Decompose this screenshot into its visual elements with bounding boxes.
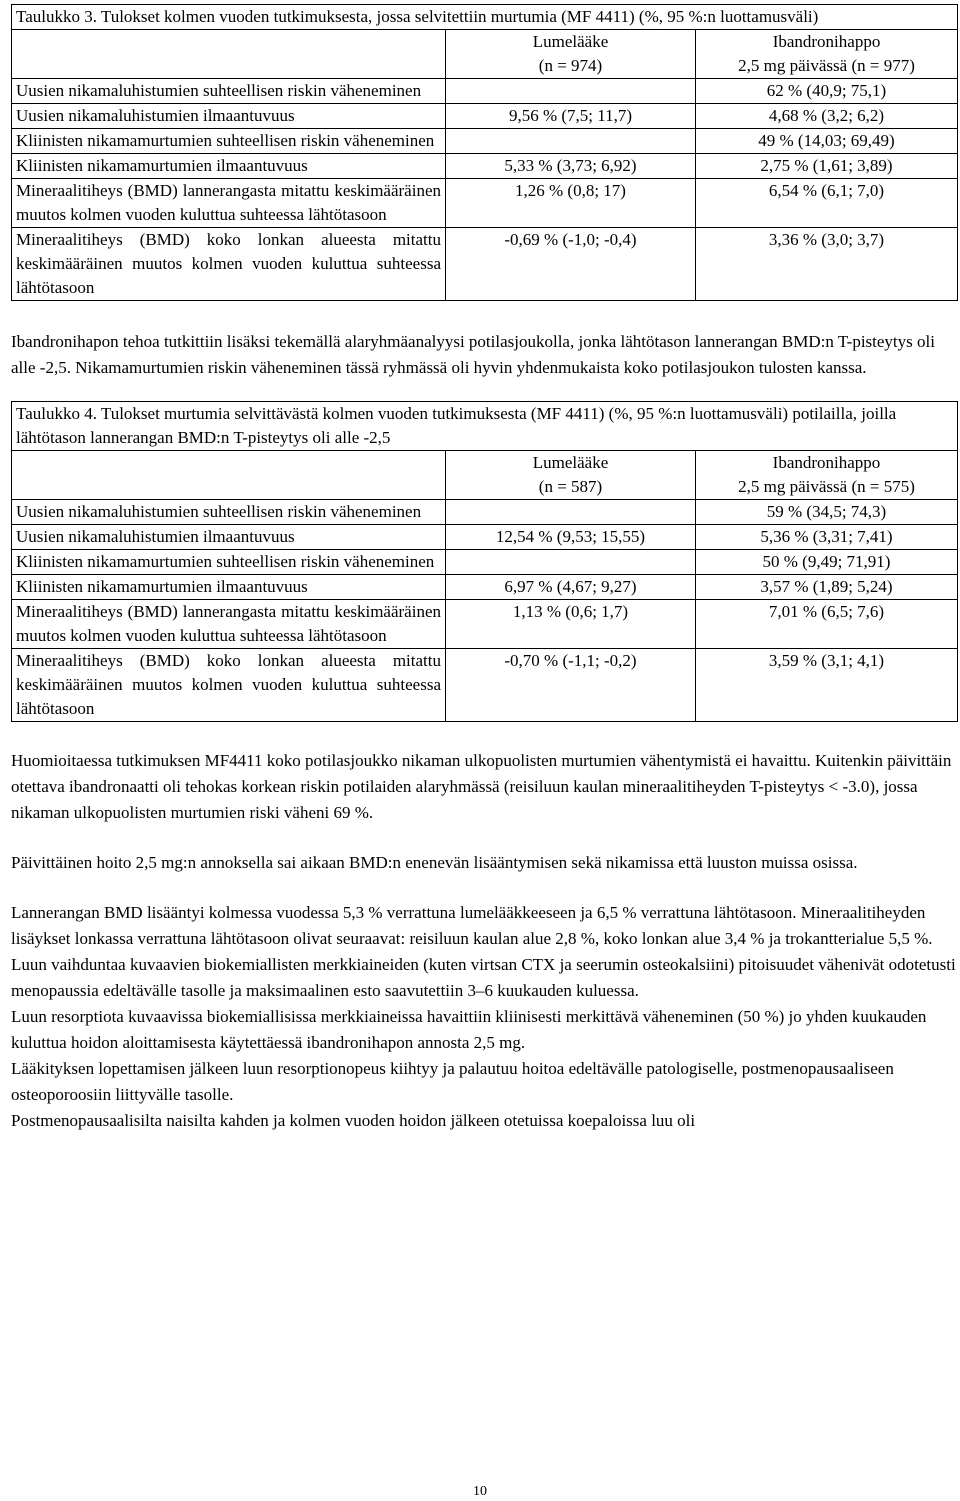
table-row: Kliinisten nikamamurtumien ilmaantuvuus 6,97 % (4,67; 9,27) 3,57 % (1,89; 5,24) — [12, 575, 958, 600]
document-page — [11, 0, 957, 1134]
table-row: Uusien nikamaluhistumien ilmaantuvuus 12,54 % (9,53; 15,55) 5,36 % (3,31; 7,41) — [12, 525, 958, 550]
paragraph-biopsies: Postmenopausaalisilta naisilta kahden ja kolmen vuoden hoidon jälkeen otetuissa koepaloissa luu oli — [11, 1111, 696, 1130]
paragraph-markers: Luun vaihduntaa kuvaavien biokemiallisten merkkiaineiden (kuten virtsan CTX ja seerumin osteokalsiini) pitoisuudet vähenivät odotetusti menopaussia edeltävälle tasolle ja maksimaalinen esto saavutettiin 3–6 kuukauden kuluessa. — [11, 955, 956, 1000]
table-row: Mineraalitiheys (BMD) koko lonkan alueesta mitattu keskimääräinen muutos kolmen vuoden kuluttua suhteessa lähtötasoon -0,69 % (-1,0; -0,4) 3,36 % (3,0; 3,7) — [12, 228, 958, 301]
table-row: Kliinisten nikamamurtumien suhteellisen riskin väheneminen 49 % (14,03; 69,49) — [12, 129, 958, 154]
table-header-placebo: Lumelääke (n = 974) — [446, 30, 696, 79]
table-row: Kliinisten nikamamurtumien suhteellisen riskin väheneminen 50 % (9,49; 71,91) — [12, 550, 958, 575]
table-row: Mineraalitiheys (BMD) lannerangasta mitattu keskimääräinen muutos kolmen vuoden kuluttua suhteessa lähtötasoon 1,26 % (0,8; 17) 6,54 % (6,1; 7,0) — [12, 179, 958, 228]
table-header-empty — [12, 451, 446, 500]
table-row: Uusien nikamaluhistumien suhteellisen riskin väheneminen 59 % (34,5; 74,3) — [12, 500, 958, 525]
table-row: Uusien nikamaluhistumien ilmaantuvuus 9,56 % (7,5; 11,7) 4,68 % (3,2; 6,2) — [12, 104, 958, 129]
table-header-ibandronate: Ibandronihappo 2,5 mg päivässä (n = 977) — [696, 30, 958, 79]
table-row: Mineraalitiheys (BMD) lannerangasta mitattu keskimääräinen muutos kolmen vuoden kuluttua suhteessa lähtötasoon 1,13 % (0,6; 1,7) 7,01 % (6,5; 7,6) — [12, 600, 958, 649]
table-row: Uusien nikamaluhistumien suhteellisen riskin väheneminen 62 % (40,9; 75,1) — [12, 79, 958, 104]
results-table-4 — [11, 401, 958, 722]
table-header-empty — [12, 30, 446, 79]
table-row: Mineraalitiheys (BMD) koko lonkan alueesta mitattu keskimääräinen muutos kolmen vuoden kuluttua suhteessa lähtötasoon -0,70 % (-1,1; -0,2) 3,59 % (3,1; 4,1) — [12, 649, 958, 722]
table-header-ibandronate: Ibandronihappo 2,5 mg päivässä (n = 575) — [696, 451, 958, 500]
paragraph-resorption: Luun resorptiota kuvaavissa biokemiallisissa merkkiaineissa havaittiin kliinisesti merkittävä väheneminen (50 %) jo yhden kuukauden kuluttua hoidon aloittamisesta käytettäessä ibandronihapon annosta 2,5 mg. — [11, 1007, 927, 1052]
paragraph-lumbar-bmd: Lannerangan BMD lisääntyi kolmessa vuodessa 5,3 % verrattuna lumelääkkeeseen ja 6,5 % verrattuna lähtötasoon. Mineraalitiheyden lisäykset lonkassa verrattuna lähtötasoon olivat seuraavat: reisiluun kaulan alue 2,8 %, koko lonkan alue 3,4 % ja trokantterialue 5,5 %. — [11, 903, 933, 948]
paragraph-nonvertebral: Huomioitaessa tutkimuksen MF4411 koko potilasjoukko nikaman ulkopuolisten murtumien vähentymistä ei havaittu. Kuitenkin päivittäin otettava ibandronaatti oli tehokas korkean riskin potilaiden alaryhmässä (reisiluun kaulan mineraalitiheyden T-pisteytys < -3.0), jossa nikaman ulkopuolisten murtumien riski väheni 69 %. — [11, 751, 952, 822]
paragraph-daily-dose: Päivittäinen hoito 2,5 mg:n annoksella sai aikaan BMD:n enenevän lisääntymisen sekä nikamissa että luuston muissa osissa. — [11, 853, 858, 872]
table-caption: Taulukko 3. Tulokset kolmen vuoden tutkimuksesta, jossa selvitettiin murtumia (MF 4411) (%, 95 %:n luottamusväli) — [12, 5, 958, 30]
paragraph-discontinuation: Lääkityksen lopettamisen jälkeen luun resorptionopeus kiihtyy ja palautuu hoitoa edeltävälle patologiselle, postmenopausaaliseen osteoporoosiin liittyvälle tasolle. — [11, 1059, 894, 1104]
table-caption: Taulukko 4. Tulokset murtumia selvittävästä kolmen vuoden tutkimuksesta (MF 4411) (%, 95 %:n luottamusväli) potilailla, joilla lähtötason lannerangan BMD:n T-pisteytys oli alle -2,5 — [12, 402, 958, 451]
results-table-3 — [11, 4, 958, 301]
table-row: Kliinisten nikamamurtumien ilmaantuvuus 5,33 % (3,73; 6,92) 2,75 % (1,61; 3,89) — [12, 154, 958, 179]
page-number: 10 — [473, 1484, 487, 1499]
table-header-placebo: Lumelääke (n = 587) — [446, 451, 696, 500]
paragraph-subgroup: Ibandronihapon tehoa tutkittiin lisäksi tekemällä alaryhmäanalyysi potilasjoukolla, jonka lähtötason lannerangan BMD:n T-pisteytys oli alle -2,5. Nikamamurtumien riskin väheneminen tässä ryhmässä oli hyvin yhdenmukaista koko potilasjoukon tulosten kanssa. — [11, 332, 935, 377]
